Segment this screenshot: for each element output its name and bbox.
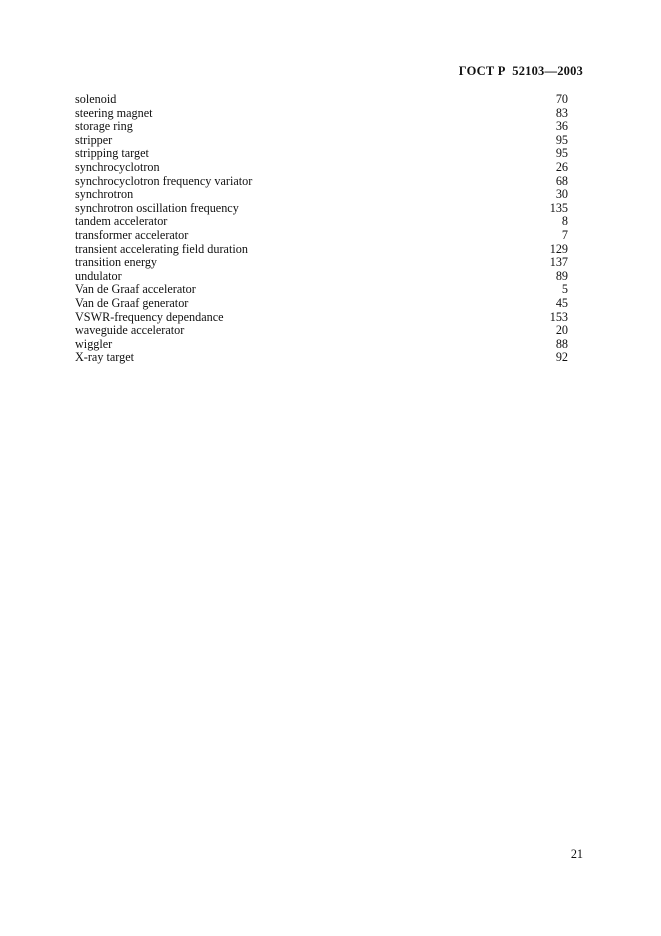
index-term: Van de Graaf accelerator xyxy=(75,282,196,297)
index-entry xyxy=(75,270,568,284)
alphabetical-index xyxy=(75,93,568,365)
index-entry xyxy=(75,202,568,216)
index-entry xyxy=(75,93,568,107)
index-page-ref: 92 xyxy=(555,350,568,365)
index-term: synchrotron xyxy=(75,187,134,202)
index-term: waveguide accelerator xyxy=(75,323,185,338)
index-page-ref: 45 xyxy=(555,295,568,310)
index-page-ref: 137 xyxy=(549,255,568,270)
index-page-ref: 68 xyxy=(555,173,568,188)
index-entry xyxy=(75,175,568,189)
index-term: transition energy xyxy=(75,255,158,270)
index-page-ref: 30 xyxy=(555,187,568,202)
document-header: ГОСТ Р 52103—2003 xyxy=(458,64,583,78)
index-page-ref: 95 xyxy=(555,146,568,161)
index-entry xyxy=(75,311,568,325)
index-entry xyxy=(75,243,568,257)
index-term: solenoid xyxy=(75,92,117,106)
index-term: Van de Graaf generator xyxy=(75,295,189,310)
index-entry xyxy=(75,338,568,352)
index-term: steering magnet xyxy=(75,105,153,120)
index-page-ref: 153 xyxy=(549,309,568,324)
index-entry xyxy=(75,351,568,365)
index-term: stripper xyxy=(75,132,113,147)
index-term: transformer accelerator xyxy=(75,227,189,242)
index-entry xyxy=(75,134,568,148)
index-page-ref: 95 xyxy=(555,132,568,147)
index-term: synchrocyclotron xyxy=(75,159,160,174)
index-entry xyxy=(75,120,568,134)
index-page-ref: 36 xyxy=(555,119,568,134)
index-entry xyxy=(75,147,568,161)
index-term: X-ray target xyxy=(75,350,134,365)
index-page-ref: 89 xyxy=(555,268,568,283)
index-entry xyxy=(75,161,568,175)
index-page-ref: 129 xyxy=(549,241,568,256)
index-entry xyxy=(75,229,568,243)
index-term: wiggler xyxy=(75,336,113,351)
index-page-ref: 135 xyxy=(549,200,568,215)
index-page-ref: 5 xyxy=(561,282,568,297)
index-term: transient accelerating field duration xyxy=(75,241,248,256)
index-term: synchrotron oscillation frequency xyxy=(75,200,239,215)
index-entry xyxy=(75,297,568,311)
index-entry xyxy=(75,256,568,270)
index-term: storage ring xyxy=(75,119,133,134)
index-term: tandem accelerator xyxy=(75,214,168,229)
index-page-ref: 20 xyxy=(555,323,568,338)
index-page-ref: 83 xyxy=(555,105,568,120)
index-page-ref: 88 xyxy=(555,336,568,351)
index-entry xyxy=(75,107,568,121)
index-page-ref: 26 xyxy=(555,159,568,174)
index-page-ref: 7 xyxy=(561,227,568,242)
index-term: VSWR-frequency dependance xyxy=(75,309,224,324)
index-term: undulator xyxy=(75,268,122,283)
index-page-ref: 8 xyxy=(561,214,568,229)
index-term: stripping target xyxy=(75,146,149,161)
index-entry xyxy=(75,215,568,229)
index-entry xyxy=(75,324,568,338)
index-term: synchrocyclotron frequency variator xyxy=(75,173,253,188)
index-page-ref: 70 xyxy=(555,92,568,106)
index-entry xyxy=(75,188,568,202)
page-number: 21 xyxy=(570,847,583,861)
index-entry xyxy=(75,283,568,297)
